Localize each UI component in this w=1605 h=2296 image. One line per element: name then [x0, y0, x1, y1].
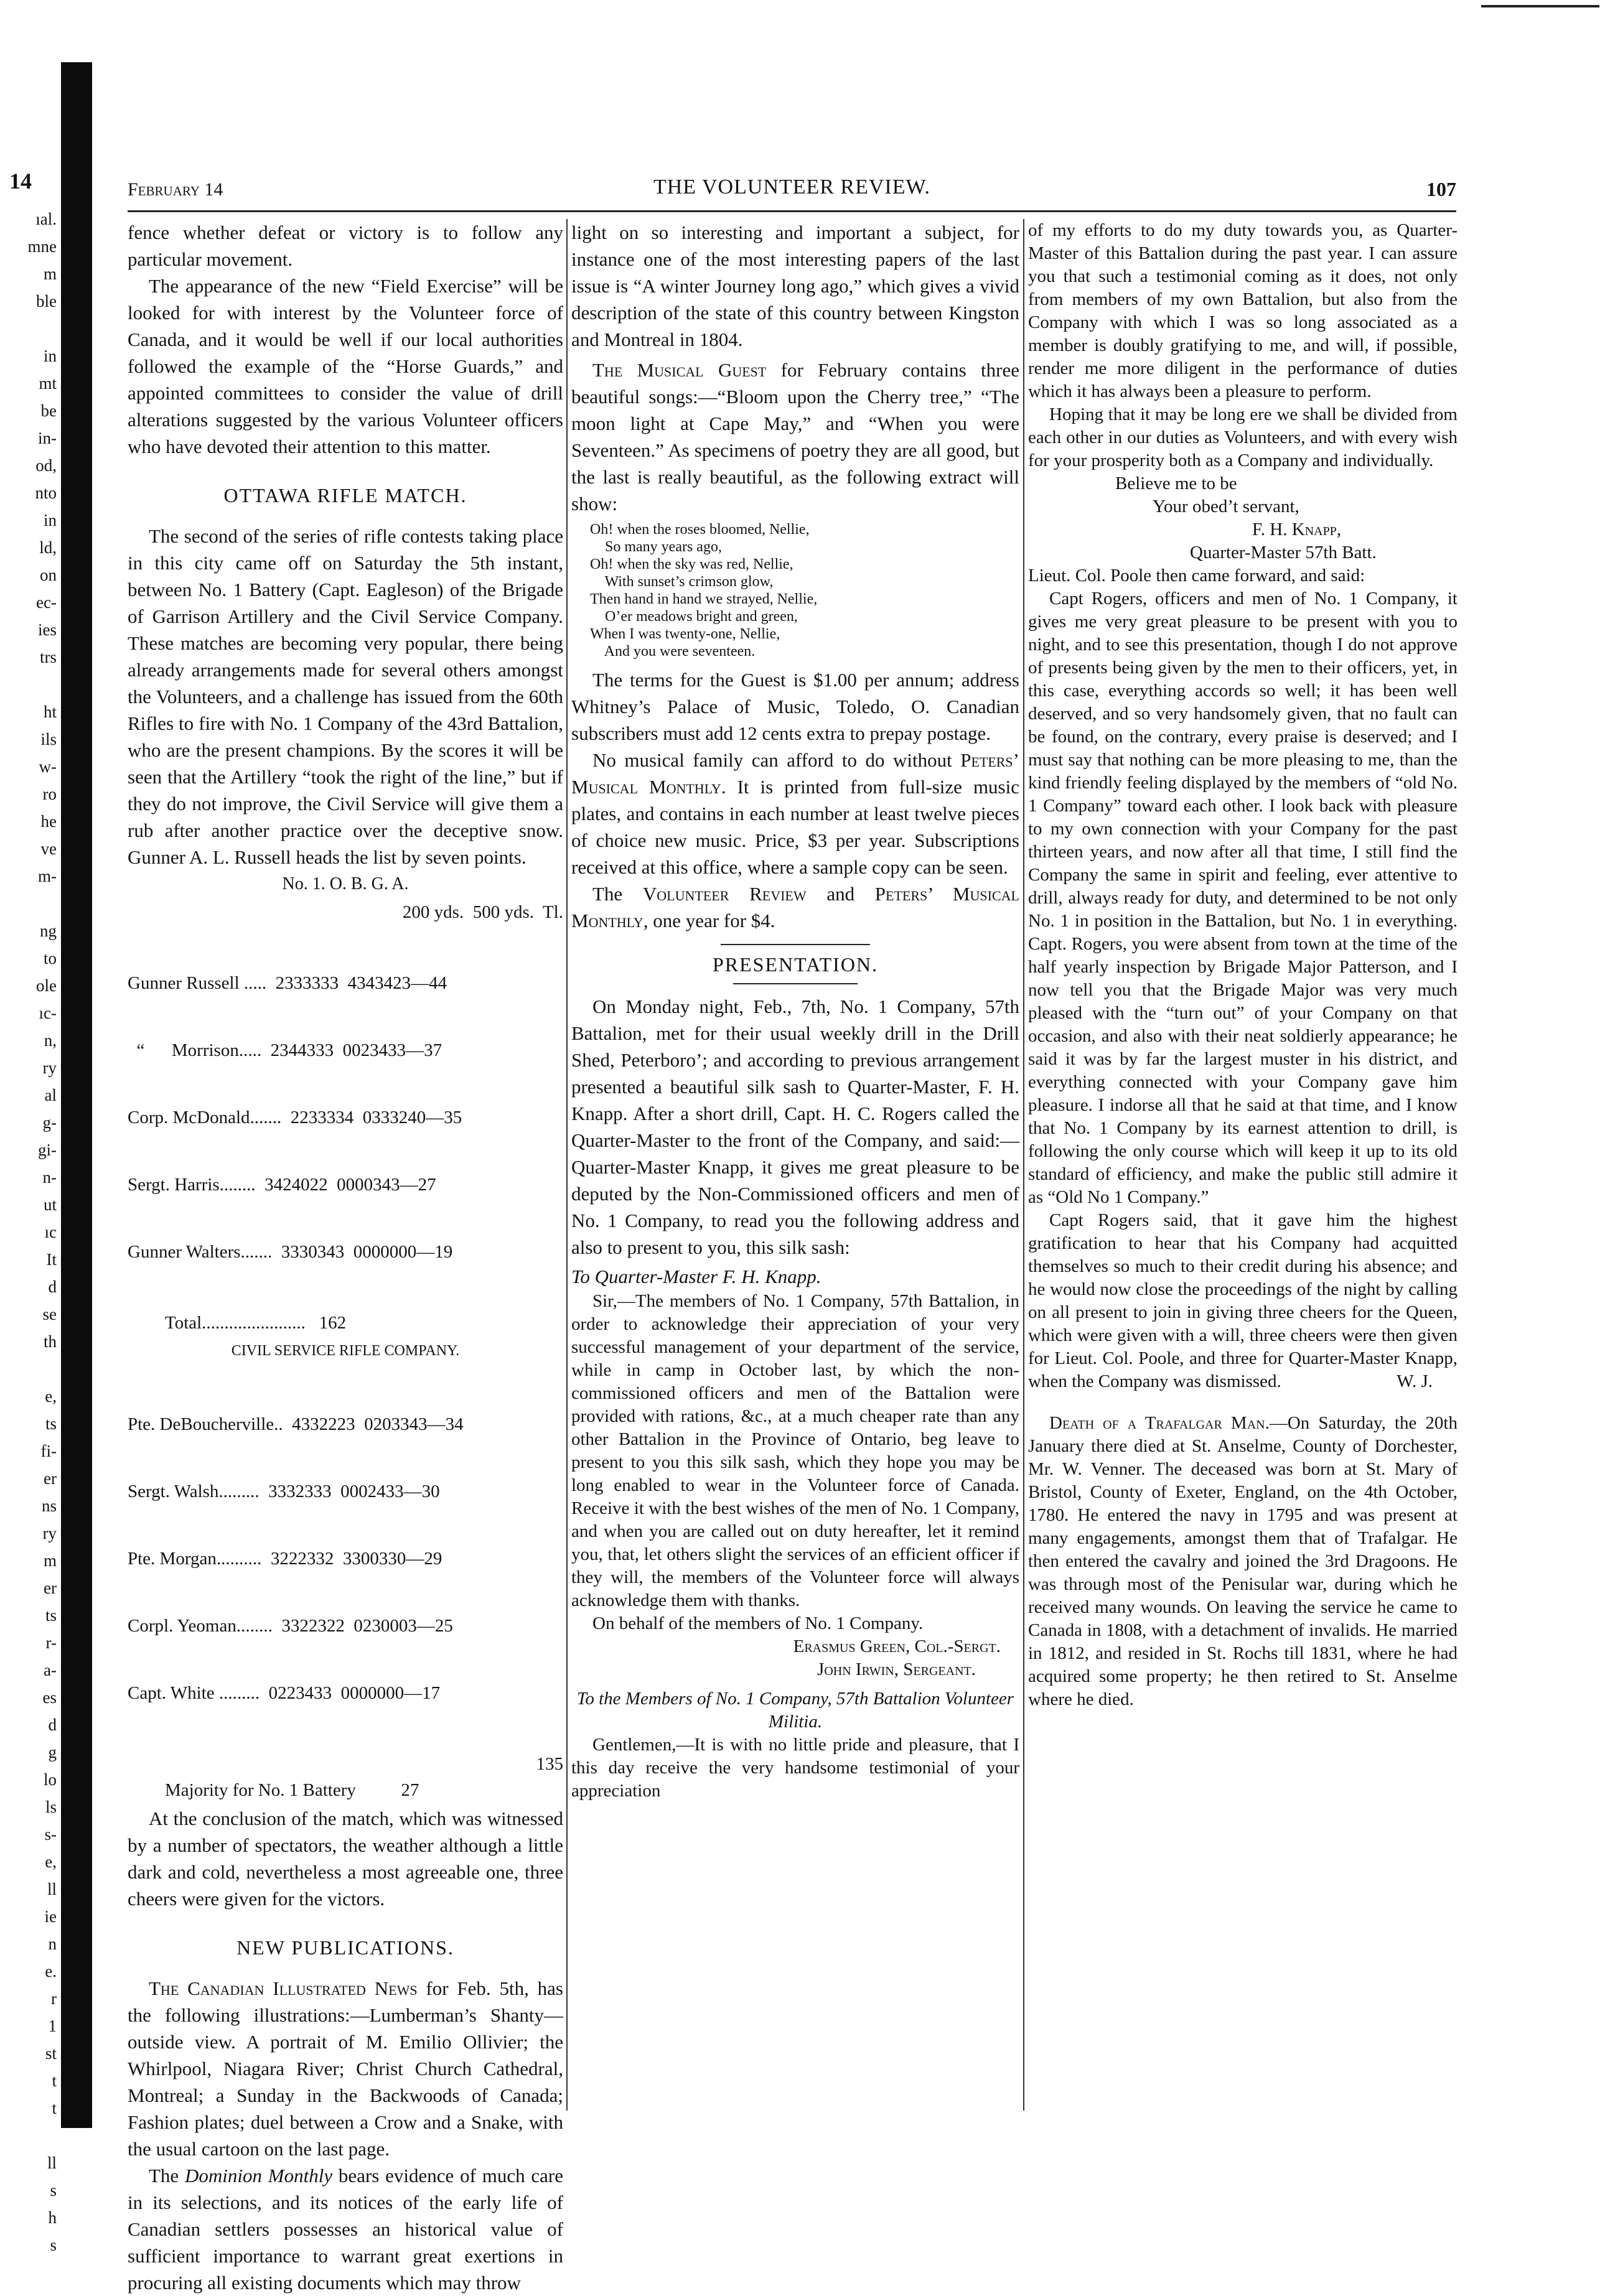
address-heading: To Quarter-Master F. H. Knapp.	[571, 1266, 821, 1287]
margin-fragment: n,	[44, 1031, 57, 1050]
table-row: Pte. DeBoucherville.. 4332223 0203343—34	[128, 1414, 464, 1434]
table-row: Corp. McDonald....... 2233334 0333240—35	[128, 1108, 462, 1127]
paragraph-text: for February contains three beautiful songs:—“Bloom upon the Cherry tree,” “The moon light at Cape May,” and “When you were Seventeen.” As specimens of poetry they are all good, but the last is really beautiful, as the following extract will show:	[571, 359, 1019, 515]
table-row: Sergt. Harris........ 3424022 0000343—27	[128, 1175, 436, 1195]
column-rule	[566, 219, 568, 2111]
table-row: “ Morrison..... 2344333 0023433—37	[128, 1040, 442, 1060]
margin-fragment: g	[48, 1743, 57, 1762]
article-lead: Death of a Trafalgar Man.	[1049, 1413, 1270, 1433]
margin-fragment: al	[44, 1086, 57, 1104]
margin-fragment: m	[43, 1551, 57, 1570]
table-row: Capt. White ......... 0223433 0000000—17	[128, 1683, 441, 1703]
margin-fragment: d	[48, 1715, 57, 1734]
adjacent-page-fragments	[0, 205, 59, 2259]
margin-fragment: ll	[47, 2154, 57, 2172]
margin-fragment: on	[40, 566, 57, 584]
header-rule	[128, 210, 1456, 212]
margin-fragment: se	[42, 1305, 57, 1323]
signature: John Irwin, Sergeant.	[817, 1659, 976, 1679]
margin-fragment: mne	[27, 237, 57, 256]
paragraph	[571, 747, 1019, 880]
margin-fragment: ec-	[36, 593, 57, 612]
margin-fragment: h	[48, 2208, 57, 2227]
divider	[733, 983, 858, 984]
margin-fragment: e.	[45, 1962, 57, 1981]
margin-fragment: th	[43, 1332, 57, 1351]
column-2	[571, 219, 1019, 1803]
paragraph-text: one year for $4.	[648, 910, 775, 931]
paragraph-text: The	[149, 2165, 185, 2186]
margin-fragment: t	[52, 2099, 57, 2117]
divider	[721, 944, 870, 945]
margin-fragment: trs	[40, 648, 57, 666]
margin-fragment: t	[52, 2071, 57, 2090]
margin-fragment: nto	[35, 483, 57, 502]
paragraph: Lieut. Col. Poole then came forward, and said:	[1028, 566, 1365, 586]
table-total: Total....................... 162	[165, 1313, 347, 1333]
publication-name: The Canadian Illustrated News	[149, 1977, 418, 1999]
margin-fragment: st	[45, 2044, 57, 2063]
paragraph-text: The	[592, 883, 643, 905]
margin-fragment: r-	[45, 1633, 57, 1652]
publication-name: Peters’ Musical Monthly,	[571, 883, 1019, 931]
margin-fragment: ils	[40, 730, 57, 749]
section-title: PRESENTATION.	[712, 953, 879, 976]
paragraph	[1028, 1412, 1458, 1711]
margin-fragment: ie	[44, 1907, 57, 1926]
margin-fragment: mt	[39, 374, 57, 393]
signature: Erasmus Green, Col.-Sergt.	[793, 1636, 1001, 1656]
paragraph-text: for Feb. 5th, has the following illustrations:—Lumberman’s Shanty—outside view. A portrait of M. Emilio Ollivier; the Whirlpool, Niagara River; Christ Church Cathedral, Montreal; a Sunday in the Backwoods of Canada; Fashion plates; duel between a Crow and a Snake, with the usual cartoon on the last page.	[128, 1977, 563, 2160]
table-heading: No. 1. O. B. G. A.	[282, 874, 409, 894]
paragraph	[571, 357, 1019, 517]
margin-fragment: g-	[42, 1113, 57, 1132]
publication-name: Dominion Monthly	[185, 2165, 333, 2186]
table-heading: CIVIL SERVICE RIFLE COMPANY.	[231, 1343, 460, 1359]
margin-fragment	[0, 671, 57, 698]
margin-fragment: ns	[41, 1496, 57, 1515]
paragraph: On Monday night, Feb., 7th, No. 1 Company, 57th Battalion, met for their usual weekly drill in the Drill Shed, Peterboro’; and according to previous arrangement presented a beautiful silk sash to Quarter-Master, F. H. Knapp. After a short drill, Capt. H. C. Rogers called the Quarter-Master to the front of the Company, and said:—Quarter-Master Knapp, it gives me great pleasure to be deputed by the Non-Commissioned officers and men of No. 1 Company, to read you the following address and also to present to you, this silk sash:	[571, 996, 1019, 1258]
table-row: Corpl. Yeoman........ 3322322 0230003—25	[128, 1616, 453, 1636]
majority-line: Majority for No. 1 Battery 27	[165, 1780, 419, 1800]
column-3	[1028, 219, 1458, 1711]
margin-fragment: ro	[42, 785, 57, 803]
adjacent-page-number: 14	[9, 169, 32, 194]
margin-fragment: fi-	[40, 1442, 57, 1460]
poem-extract: Oh! when the roses bloomed, Nellie, So many years ago, Oh! when the sky was red, Nellie, With sunset’s crimson glow, Then hand in hand we strayed, Nellie, O’er meadows bright and green, When I was twenty-one, Nellie, And you were seventeen.	[590, 521, 818, 660]
margin-fragment: a-	[44, 1661, 57, 1679]
section-title: NEW PUBLICATIONS.	[236, 1936, 454, 1959]
publication-name: Volunteer Review	[642, 883, 807, 905]
margin-fragment: ole	[36, 976, 57, 995]
margin-fragment: m-	[38, 867, 57, 885]
margin-fragment: r	[51, 1989, 57, 2008]
paragraph: At the conclusion of the match, which was witnessed by a number of spectators, the weather although a little dark and cold, nevertheless a most agreeable one, three cheers were given for the victors.	[128, 1808, 563, 1910]
paragraph	[128, 2162, 563, 2296]
margin-fragment: lo	[43, 1770, 57, 1789]
page-header	[128, 175, 1456, 207]
margin-fragment	[0, 315, 57, 342]
table-row: Sergt. Walsh......... 3332333 0002433—30	[128, 1482, 440, 1501]
margin-fragment: es	[42, 1688, 57, 1707]
paragraph: Sir,—The members of No. 1 Company, 57th Battalion, in order to acknowledge their appreciation of your very successful management of your department of the service, while in camp in October last, by which the non-commissioned officers and men of the Battalion were provided with rations, &c., at a much cheaper rate than any other Battalion in the Province of Ontario, beg leave to present to you this silk sash, which they hope you may be long enabled to wear in the Volunteer force of Canada. Receive it with the best wishes of the men of No. 1 Company, and when you are called out on duty hereafter, let it remind you, that, let others slight the services of an efficient officer if they will, the members of the Volunteer force will always acknowledge them with thanks.	[571, 1291, 1019, 1610]
margin-fragment: e,	[45, 1852, 57, 1871]
margin-fragment: It	[46, 1250, 57, 1269]
column-rule	[1023, 219, 1024, 2111]
margin-fragment: he	[40, 812, 57, 831]
page-number: 107	[1426, 178, 1456, 200]
margin-fragment: ry	[42, 1058, 57, 1077]
paragraph: The terms for the Guest is $1.00 per annum; address Whitney’s Palace of Music, Toledo, O. Canadian subscribers must add 12 cents extra to prepay postage.	[571, 669, 1019, 744]
margin-fragment: ht	[43, 702, 57, 721]
table-row: Gunner Walters....... 3330343 0000000—19	[128, 1242, 453, 1262]
margin-fragment: ng	[40, 922, 57, 940]
paragraph: of my efforts to do my duty towards you, as Quarter-Master of this Battalion during the past year. I can assure you that such a testimonial coming as it does, not only from members of my own Battalion, but also from the Company with which I was so long associated as a member is doubly gratifying to me, and will, if possible, render me more diligent in the performance of duties which it has always been a pleasure to perform.	[1028, 220, 1458, 401]
margin-fragment: ls	[45, 1798, 57, 1816]
score-table	[128, 1368, 563, 1749]
margin-fragment: s	[50, 2181, 57, 2200]
signature-title: Quarter-Master 57th Batt.	[1190, 543, 1377, 562]
margin-fragment: er	[44, 1469, 57, 1488]
margin-fragment: n-	[42, 1168, 57, 1187]
margin-fragment	[0, 890, 57, 917]
margin-fragment: ld,	[39, 538, 57, 557]
publication-name: The Musical Guest	[592, 359, 767, 381]
paragraph: On behalf of the members of No. 1 Company.	[592, 1613, 924, 1633]
margin-fragment: od,	[35, 456, 57, 475]
masthead: THE VOLUNTEER REVIEW.	[653, 175, 930, 198]
column-1	[128, 219, 563, 2296]
margin-fragment: ut	[43, 1195, 57, 1214]
section-title: OTTAWA RIFLE MATCH.	[223, 484, 467, 506]
paragraph-text: No musical family can afford to do without	[592, 749, 961, 771]
margin-fragment: ll	[47, 1880, 57, 1898]
initials: W. J.	[1397, 1371, 1433, 1391]
address-heading: To the Members of No. 1 Company, 57th Battalion Volunteer Militia.	[576, 1689, 1014, 1732]
margin-fragment: ıc	[44, 1223, 57, 1241]
closing: Believe me to be	[1115, 474, 1237, 493]
margin-fragment: n	[48, 1934, 57, 1953]
table-columns: 200 yds. 500 yds. Tl.	[402, 902, 563, 922]
margin-fragment: ıal.	[35, 210, 57, 228]
publication-name: Peters’ Musical Monthly.	[571, 749, 1019, 798]
table-row: Gunner Russell ..... 2333333 4343423—44	[128, 973, 447, 993]
margin-fragment: gi-	[38, 1141, 57, 1159]
margin-fragment: to	[43, 949, 57, 968]
margin-fragment: ts	[45, 1606, 57, 1625]
paragraph-text: —On Saturday, the 20th January there died at St. Anselme, County of Dorchester, Mr. W. Venner. The deceased was born at St. Mary of Bristol, County of Exeter, England, on the 4th October, 1780. He entered the navy in 1795 and was present at many engagements, amongst them that of Trafalgar. He then entered the cavalry and joined the 3rd Dragoons. He was through most of the Penisular war, during which he received many wounds. On leaving the service he came to Canada in 1808, with a detachment of invalids. He married in 1812, and resided in St. Rochs till 1831, where he had acquired some property; he then retired to St. Anselme where he died.	[1028, 1413, 1458, 1709]
closing: Your obed’t servant,	[1153, 497, 1299, 516]
margin-fragment: in	[43, 347, 57, 365]
paragraph: fence whether defeat or victory is to follow any particular movement.	[128, 222, 563, 270]
top-rule	[1481, 5, 1599, 7]
margin-fragment: in	[43, 511, 57, 530]
paragraph	[128, 1975, 563, 2162]
margin-fragment: d	[48, 1277, 57, 1296]
margin-fragment: s	[50, 2236, 57, 2254]
paragraph	[571, 880, 1019, 934]
margin-fragment: s-	[44, 1825, 57, 1844]
margin-fragment	[0, 2122, 57, 2149]
margin-fragment: e,	[45, 1387, 57, 1406]
margin-fragment	[0, 1355, 57, 1383]
signature: F. H. Knapp,	[1252, 520, 1342, 539]
paragraph: Capt Rogers said, that it gave him the highest gratification to hear that his Company had acquitted themselves so much to their credit during his absence; and he would now close the proceedings of the night by calling on all present to join in giving three cheers for the Queen, which were given with a will, three cheers were then given for Lieut. Col. Poole, and three for Quarter-Master Knapp, when the Company was dismissed.	[1028, 1210, 1458, 1391]
margin-fragment: ble	[36, 292, 57, 310]
paragraph-text: It is printed from full-size music plates, and contains in each number at least twelve pieces of choice new music. Price, $3 per year. Subscriptions received at this office, where a sample copy can be seen.	[571, 776, 1019, 878]
binding-shadow	[61, 62, 92, 2128]
margin-fragment: 1	[48, 2017, 57, 2035]
paragraph: Capt Rogers, officers and men of No. 1 Company, it gives me very great pleasure to be present with you to night, and to see this presentation, though I do not approve of presents being given by the men to their officers, yet, in this case, everything accords so well; it has been well deserved, and so very handsomely given, that no fault can be found, on the contrary, every praise is deserved; and I must say that nothing can be more pleasing to me, than the kind friendly feeling displayed by the members of “old No. 1 Company” toward each other. I look back with pleasure to my own connection with your Company for the past thirteen years, and now after all that time, I still find the Company the same in spirit and feeling, ever attentive to drill, always ready for duty, and determined to be not only No. 1 in position in the Battalion, but No. 1 in everything. Capt. Rogers, you were absent from town at the time of the half yearly inspection by Brigade Major Patterson, and I now tell you that the Brigade Major was very much pleased with the “turn out” of your Company on that occasion, and also with their neat soldierly appearance; he said it was by far the largest muster in his district, and everything connected with your Company gave him pleasure. I indorse all that he said at that time, and I know that No. 1 Company by its earnest attention to drill, is following the only course which will keep it up to its old standard of efficiency, and make the public still admire it as “Old No 1 Company.”	[1028, 589, 1458, 1207]
paragraph: The appearance of the new “Field Exercise” will be looked for with interest by the Volunteer force of Canada, and it would be well if our local authorities followed the example of the “Horse Guards,” and appointed committees to consider the value of drill alterations suggested by the various Volunteer officers who have devoted their attention to this matter.	[128, 275, 563, 457]
margin-fragment: ry	[42, 1524, 57, 1542]
margin-fragment: in-	[38, 429, 57, 447]
margin-fragment: m	[43, 264, 57, 283]
spacer	[1028, 1393, 1458, 1412]
paragraph: light on so interesting and important a subject, for instance one of the most interesting papers of the last issue is “A winter Journey long ago,” which gives a vivid description of the state of this country between Kingston and Montreal in 1804.	[571, 222, 1019, 350]
score-table	[128, 927, 563, 1308]
paragraph: Hoping that it may be long ere we shall be divided from each other in our duties as Volunteers, and with every wish for your prosperity both as a Company and individually.	[1028, 404, 1458, 470]
paragraph: Gentlemen,—It is with no little pride and pleasure, that I this day receive the very handsome testimonial of your appreciation	[571, 1735, 1019, 1801]
table-row: Pte. Morgan.......... 3222332 3300330—29	[128, 1549, 442, 1569]
paragraph-text: bears evidence of much care in its selections, and its notices of the early life of Canadian settlers possesses an historical value of sufficient importance to warrant great exertions in procuring all existing documents which may throw	[128, 2165, 563, 2294]
margin-fragment: ıc-	[39, 1004, 57, 1022]
margin-fragment: ts	[45, 1414, 57, 1433]
paragraph-text: and	[806, 883, 875, 905]
header-date: February 14	[128, 179, 223, 200]
margin-fragment: ies	[38, 620, 57, 639]
margin-fragment: w-	[39, 757, 57, 776]
margin-fragment: be	[40, 401, 57, 420]
paragraph: The second of the series of rifle contests taking place in this city came off on Saturday the 5th instant, between No. 1 Battery (Capt. Eagleson) of the Brigade of Garrison Artillery and the Civil Service Company. These matches are becoming very popular, there being already arrangements made for several others amongst the Volunteers, and a challenge has issued from the 60th Rifles to fire with No. 1 Company of the 43rd Battalion, who are the present champions. By the scores it will be seen that the Artillery “took the right of the line,” but if they do not improve, the Civil Service will give them a rub after another practice over the deceptive snow. Gunner A. L. Russell heads the list by seven points.	[128, 525, 563, 868]
margin-fragment: ve	[40, 839, 57, 858]
table-total: 135	[536, 1754, 563, 1774]
margin-fragment: er	[44, 1579, 57, 1597]
